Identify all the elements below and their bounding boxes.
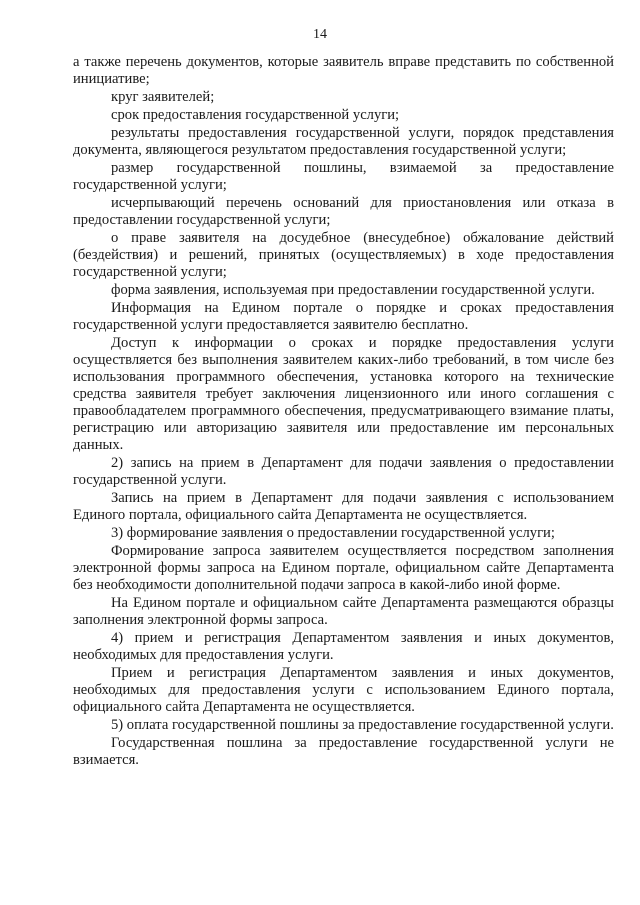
paragraph-13: 3) формирование заявления о предоставлении государственной услуги; xyxy=(111,525,555,541)
paragraph-4: результаты предоставления государственной услуги, порядок представления документа, являющегося результатом предоставления государственной услуги; xyxy=(73,125,614,158)
paragraph-16: 4) прием и регистрация Департаментом заявления и иных документов, необходимых для предоставления услуги. xyxy=(73,630,614,663)
paragraph-8: форма заявления, используемая при предоставлении государственной услуги. xyxy=(111,282,595,298)
paragraph-2: круг заявителей; xyxy=(111,89,215,105)
paragraph-12: Запись на прием в Департамент для подачи заявления с использованием Единого портала, официального сайта Департамента не осуществляется. xyxy=(73,490,614,523)
paragraph-9: Информация на Едином портале о порядке и сроках предоставления государственной услуги предоставляется заявителю бесплатно. xyxy=(73,300,614,333)
paragraph-10: Доступ к информации о сроках и порядке предоставления услуги осуществляется без выполнения заявителем каких-либо требований, в том числе без использования программного обеспечения, установка которого на технические средства заявителя требует заключения лицензионного или иного соглашения с правообладателем программного обеспечения, предусматривающего взимание платы, регистрацию или авторизацию заявителя или предоставление им персональных данных. xyxy=(73,335,614,453)
paragraph-7: о праве заявителя на досудебное (внесудебное) обжалование действий (бездействия) и решений, принятых (осуществляемых) в ходе предоставления государственной услуги; xyxy=(73,230,614,280)
paragraph-14: Формирование запроса заявителем осуществляется посредством заполнения электронной формы запроса на Едином портале, официальном сайте Департамента без необходимости дополнительной подачи запроса в какой-либо иной форме. xyxy=(73,543,614,593)
paragraph-1: а также перечень документов, которые заявитель вправе представить по собственной инициативе; xyxy=(73,54,614,87)
body-text xyxy=(73,54,614,770)
paragraph-19: Государственная пошлина за предоставление государственной услуги не взимается. xyxy=(73,735,614,768)
paragraph-17: Прием и регистрация Департаментом заявления и иных документов, необходимых для предоставления услуги с использованием Единого портала, официального сайта Департамента не осуществляется. xyxy=(73,665,614,715)
paragraph-11: 2) запись на прием в Департамент для подачи заявления о предоставлении государственной услуги. xyxy=(73,455,614,488)
page-number: 14 xyxy=(313,27,327,42)
paragraph-15: На Едином портале и официальном сайте Департамента размещаются образцы заполнения электронной формы запроса. xyxy=(73,595,614,628)
paragraph-3: срок предоставления государственной услуги; xyxy=(111,107,400,123)
paragraph-6: исчерпывающий перечень оснований для приостановления или отказа в предоставлении государственной услуги; xyxy=(73,195,614,228)
paragraph-18: 5) оплата государственной пошлины за предоставление государственной услуги. xyxy=(111,717,614,733)
paragraph-5: размер государственной пошлины, взимаемой за предоставление государственной услуги; xyxy=(73,160,614,193)
